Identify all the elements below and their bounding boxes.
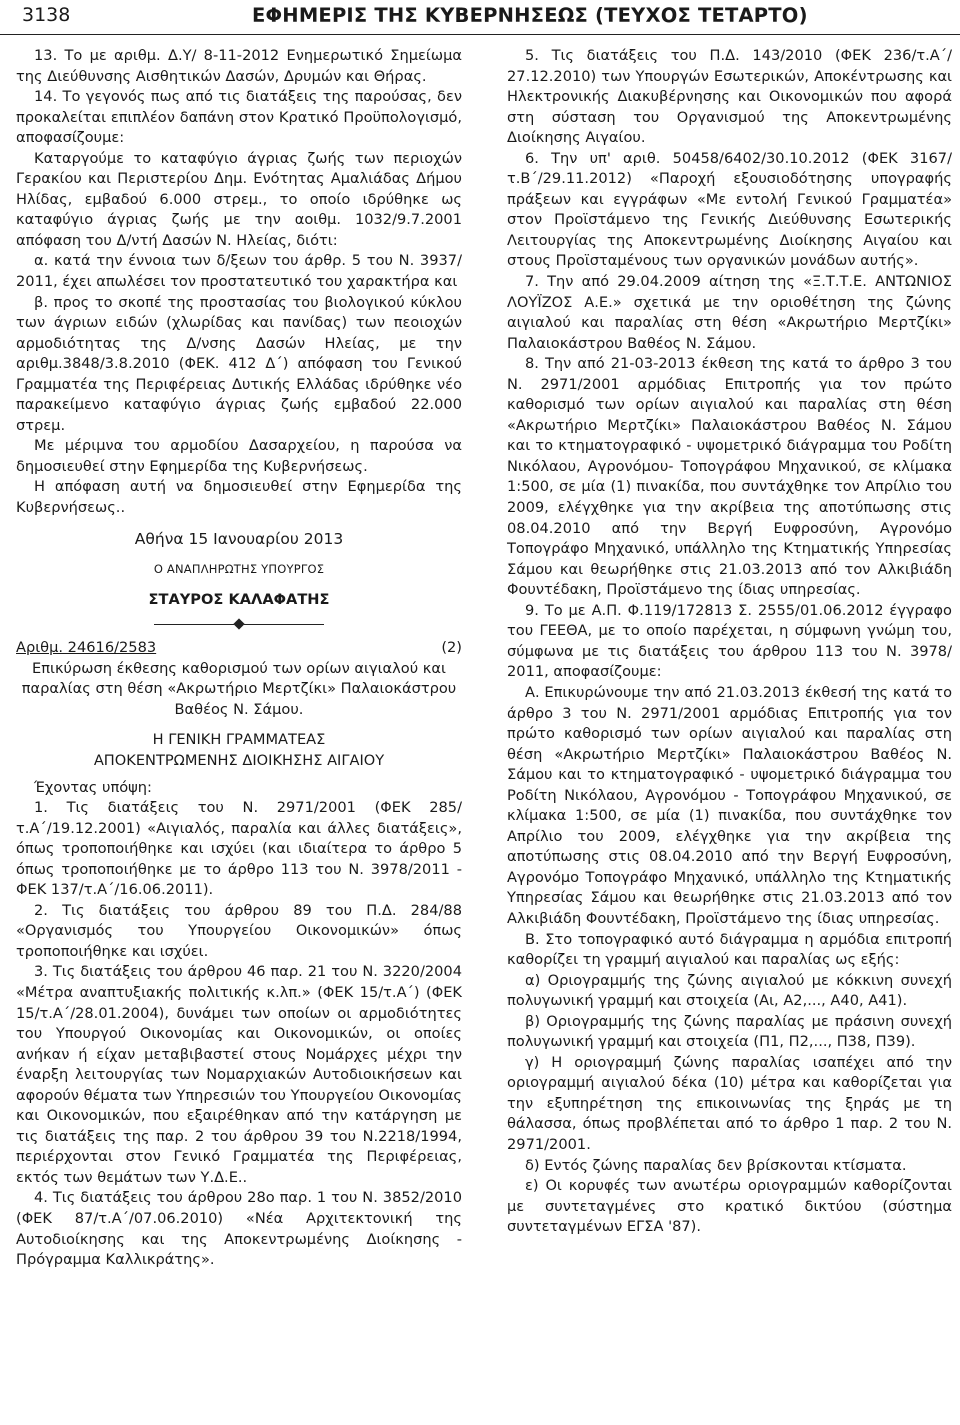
signer-role: Ο ΑΝΑΠΛΗΡΩΤΗΣ ΥΠΟΥΡΓΟΣ	[153, 562, 325, 577]
page-number: 3138	[22, 4, 71, 26]
consideration-9: 9. Το με Α.Π. Φ.119/172813 Σ. 2555/01.06.2012 έγγραφο του ΓΕΕΘΑ, με το οποίο παρέχεται, η σύμφωνη γνώμη του, σύμφωνα με τις διατάξεις του άρθρου 113 του Ν. 3978/ 2011, αποφασίζουμε:	[507, 601, 952, 681]
authority-line-1: Η ΓΕΝΙΚΗ ΓΡΑΜΜΑΤΕΑΣ	[152, 731, 326, 749]
consideration-4: 4. Τις διατάξεις του άρθρου 28ο παρ. 1 του Ν. 3852/2010 (ΦΕΚ 87/τ.Α΄/07.06.2010) «Νέα Αρχιτεκτονική της Αυτοδιοίκησης και της Αποκεντρωμένης Διοίκησης - Πρόγραμμα Καλλικράτης».	[16, 1189, 462, 1269]
publish-paragraph: Η απόφαση αυτή να δημοσιευθεί στην Εφημερίδα της Κυβερνήσεως..	[16, 478, 462, 517]
date-place: Αθήνα 15 Ιανουαρίου 2013	[134, 529, 344, 548]
page-header	[22, 4, 938, 32]
consideration-2: 2. Τις διατάξεις του άρθρου 89 του Π.Δ. 284/88 «Οργανισμός του Υπουργείου Οικονομικών» όπως τροποποιήθηκε και ισχύει.	[16, 901, 462, 960]
decision-title: Επικύρωση έκθεσης καθορισμού των ορίων αιγιαλού και παραλίας στη θέση «Ακρωτήριο Μερτζίκι» Παλαιοκάστρου Βαθέος Ν. Σάμου.	[21, 659, 457, 718]
decision-b-a: α) Οριογραμμής της ζώνης αιγιαλού με κόκκινη συνεχή πολυγωνική γραμμή και στοιχεία (Αι, Α2,..., Α40, Α41).	[507, 971, 952, 1010]
header-rule	[0, 34, 960, 35]
consideration-6: 6. Την υπ' αριθ. 50458/6402/30.10.2012 (ΦΕΚ 3167/ τ.Β΄/29.11.2012) «Παροχή εξουσιοδότησης υπογραφής πράξεων και εγγράφων «Με εντολή Γενικού Γραμματέα» στον Προϊστάμενο της Γενικής Διεύθυνσης Εσωτερικής Λειτουργίας της Αποκεντρωμένης Διοίκησης Αιγαίου και στους Προϊσταμένους των οργανικών μονάδων αυτής».	[507, 149, 952, 270]
consideration-8: 8. Την από 21-03-2013 έκθεση της κατά το άρθρο 3 του Ν. 2971/2001 αρμόδιας Επιτροπής για τον πρώτο καθορισμό των ορίων αιγιαλού και παραλίας στη θέση «Ακρωτήριο Μερτζίκι» Παλαιοκάστρου Βαθέος Ν. Σάμου και το κτηματογραφικό - υψομετρικό διάγραμμα του Ροδίτη Νικόλαου, Αγρονόμου- Τοπογράφου Μηχανικού, σε κλίμακα 1:500, σε μία (1) πινακίδα, που συντάχθηκε τον Απρίλιο του 2009, ελέγχθηκε για την ακρίβεια της αποτύπωσης στις 08.04.2010 από την Βεργή Ευφροσύνη, Αγρονόμο Τοπογράφο Μηχανικό, υπάλληλο της Κτηματικής Υπηρεσίας Σάμου και θεωρήθηκε στις 21.03.2013 από τον Αλκιβιάδη Φουντέδακη, Προϊστάμενο της ίδιας υπηρεσίας.	[507, 355, 952, 599]
decision-header	[16, 638, 462, 659]
reason-a: α. κατά την έννοια των δ/ξεων του άρθρ. 5 του Ν. 3937/ 2011, έχει απωλέσει τον προστατευτικό του χαρακτήρα και	[16, 252, 462, 291]
gazette-title: ΕΦΗΜΕΡΙΣ ΤΗΣ ΚΥΒΕΡΝΗΣΕΩΣ (ΤΕΥΧΟΣ ΤΕΤΑΡΤΟ)	[252, 4, 808, 27]
decision-b-d: δ) Εντός ζώνης παραλίας δεν βρίσκονται κτίσματα.	[525, 1156, 907, 1174]
cancel-paragraph: Καταργούμε το καταφύγιο άγριας ζωής των περιοχών Γερακίου και Περιστερίου Δημ. Ενότητας Αμαλιάδας Δήμου Ηλίδας, εμβαδού 6.000 στρεμ., το οποίο ιδρύθηκε ως καταφύγιο άγριας ζωής με την αοιθμ. 1032/9.7.2001 απόφαση του Δ/ντή Δασών Ν. Ηλείας, διότι:	[16, 149, 462, 249]
care-paragraph: Με μέριμνα του αρμοδίου Δασαρχείου, η παρούσα να δημοσιευθεί στην Εφημερίδα της Κυβερνήσεως.	[16, 437, 462, 475]
decision-b: Β. Στο τοπογραφικό αυτό διάγραμμα η αρμόδια επιτροπή καθορίζει τη γραμμή αιγιαλού και παραλίας ως εξής:	[507, 930, 952, 969]
decision-number: Αριθμ. 24616/2583	[16, 639, 157, 657]
signer-name: ΣΤΑΥΡΟΣ ΚΑΛΑΦΑΤΗΣ	[148, 590, 330, 608]
reason-b: β. προς το σκοπέ της προστασίας του βιολογικού κύκλου των άγριων ειδών (χλωρίδας και πανίδας) των πεοιοχών αρμοδιότητας της Δ/νσης Δασών Ηλείας, με την αριθμ.3848/3.8.2010 (ΦΕΚ. 412 Δ΄) απόφαση του Γενικού Γραμματέα της Περιφέρειας Δυτικής Ελλάδας ιδρύθηκε νέο παρακείμενο καταφύγιο άγριας ζωής εμβαδού 22.000 στρεμ.	[16, 293, 462, 434]
item-13: 13. Το με αριθμ. Δ.Υ/ 8-11-2012 Ενημερωτικό Σημείωμα της Διεύθυνσης Αισθητικών Δασών, Δρυμών και Θήρας.	[16, 47, 462, 85]
consideration-1: 1. Τις διατάξεις του Ν. 2971/2001 (ΦΕΚ 285/τ.Α΄/19.12.2001) «Αιγιαλός, παραλία και άλλες διατάξεις», όπως τροποποιήθηκε και ισχύει (και ιδιαίτερα το άρθρο 5 όπως τροποποιήθηκε με το άρθρο 113 του Ν. 3978/2011 - ΦΕΚ 137/τ.Α΄/16.06.2011).	[16, 799, 462, 899]
decision-a: Α. Επικυρώνουμε την από 21.03.2013 έκθεσή της κατά το άρθρο 3 του Ν. 2971/2001 αρμόδιας Επιτροπής για τον πρώτο καθορισμό των ορίων αιγιαλού και παραλίας στη θέση «Ακρωτήριο Μερτζίκι» Παλαιοκάστρου Βαθέος Ν. Σάμου και το κτηματογραφικό - υψομετρικό διάγραμμα του Ροδίτη Νικόλαου, Αγρονόμου - Τοπογράφου Μηχανικού, σε κλίμακα 1:500, σε μία (1) πινακίδα, που συντάχθηκε τον Απρίλιο του 2009, ελέγχθηκε για την ακρίβεια της αποτύπωσης στις 08.04.2010 από την Βεργή Ευφροσύνη, Αγρονόμο Τοπογράφο Μηχανικό, υπάλληλο της Κτηματικής Υπηρεσίας Σάμου και θεωρήθηκε στις 21.03.2013 από τον Αλκιβιάδη Φουντέδακη, Προϊστάμενο της ίδιας υπηρεσίας.	[507, 683, 952, 927]
decision-b-e: ε) Οι κορυφές των ανωτέρω οριογραμμών καθορίζονται με συντεταγμένες στο κρατικό δικτύου (σύστημα συντεταγμένων ΕΓΣΑ '87).	[507, 1177, 952, 1236]
decision-seq: (2)	[441, 639, 462, 657]
having-regard: Έχοντας υπόψη:	[34, 778, 152, 796]
authority-line-2: ΑΠΟΚΕΝΤΡΩΜΕΝΗΣ ΔΙΟΙΚΗΣΗΣ ΑΙΓΑΙΟΥ	[93, 751, 385, 769]
decision-b-c: γ) Η οριογραμμή ζώνης παραλίας ισαπέχει από την οριογραμμή αιγιαλού δέκα (10) μέτρα και καθορίζεται για την εξυπηρέτηση της επικοινωνίας της ξηράς με τη θάλασσα, όπως προβλέπεται από το άρθρο 1 παρ. 2 του Ν. 2971/2001.	[507, 1053, 952, 1153]
right-column	[507, 46, 952, 1238]
consideration-5: 5. Τις διατάξεις του Π.Δ. 143/2010 (ΦΕΚ 236/τ.Α΄/ 27.12.2010) των Υπουργών Εσωτερικών, Αποκέντρωσης και Ηλεκτρονικής Διακυβέρνησης και Οικονομικών που αφορά στη σύσταση του Οργανισμού της Αποκεντρωμένης Διοίκησης Αιγαίου.	[507, 47, 952, 147]
decision-b-b: β) Οριογραμμής της ζώνης παραλίας με πράσινη συνεχή πολυγωνική γραμμή και στοιχεία (Π1, Π2,..., Π38, Π39).	[507, 1012, 952, 1051]
left-column	[16, 46, 462, 1271]
consideration-3: 3. Τις διατάξεις του άρθρου 46 παρ. 21 του Ν. 3220/2004 «Μέτρα αναπτυξιακής πολιτικής κ.λπ.» (ΦΕΚ 15/τ.Α΄) (ΦΕΚ 15/τ.Α΄/28.01.2004), δυνάμει των οποίων οι αρμοδιότητες του Υπουργού Οικονομίας και Οικονομικών, οι οποίες ανήκαν ή είχαν μεταβιβαστεί στους Νομάρχες μέχρι την έναρξη λειτουργίας των Νομαρχιακών Αυτοδιοικήσεων και αφορούν θέματα των Υπηρεσιών του Υπουργείου Οικονομίας και Οικονομικών, που εξαιρέθηκαν από την κατάργηση με τις διατάξεις της παρ. 2 του άρθρου 39 του Ν.2218/1994, περιέρχονται στον Γενικό Γραμματέα της Περιφέρειας, εκτός των θεμάτων των Υ.Δ.Ε..	[16, 963, 462, 1186]
item-14: 14. Το γεγονός πως από τις διατάξεις της παρούσας, δεν προκαλείται επιπλέον δαπάνη στον Κρατικό Προϋπολογισμό, αποφασίζουμε:	[16, 88, 462, 147]
diamond-icon	[233, 619, 244, 630]
consideration-7: 7. Την από 29.04.2009 αίτηση της «Ξ.Τ.Τ.Ε. ΑΝΤΩΝΙΟΣ ΛΟΥΪΖΟΣ Α.Ε.» σχετικά με την οριοθέτηση της ζώνης αιγιαλού και παραλίας στη θέση «Ακρωτήριο Μερτζίκι» Παλαιοκάστρου Βαθέος Ν. Σάμου.	[507, 273, 952, 352]
section-separator	[16, 610, 462, 638]
